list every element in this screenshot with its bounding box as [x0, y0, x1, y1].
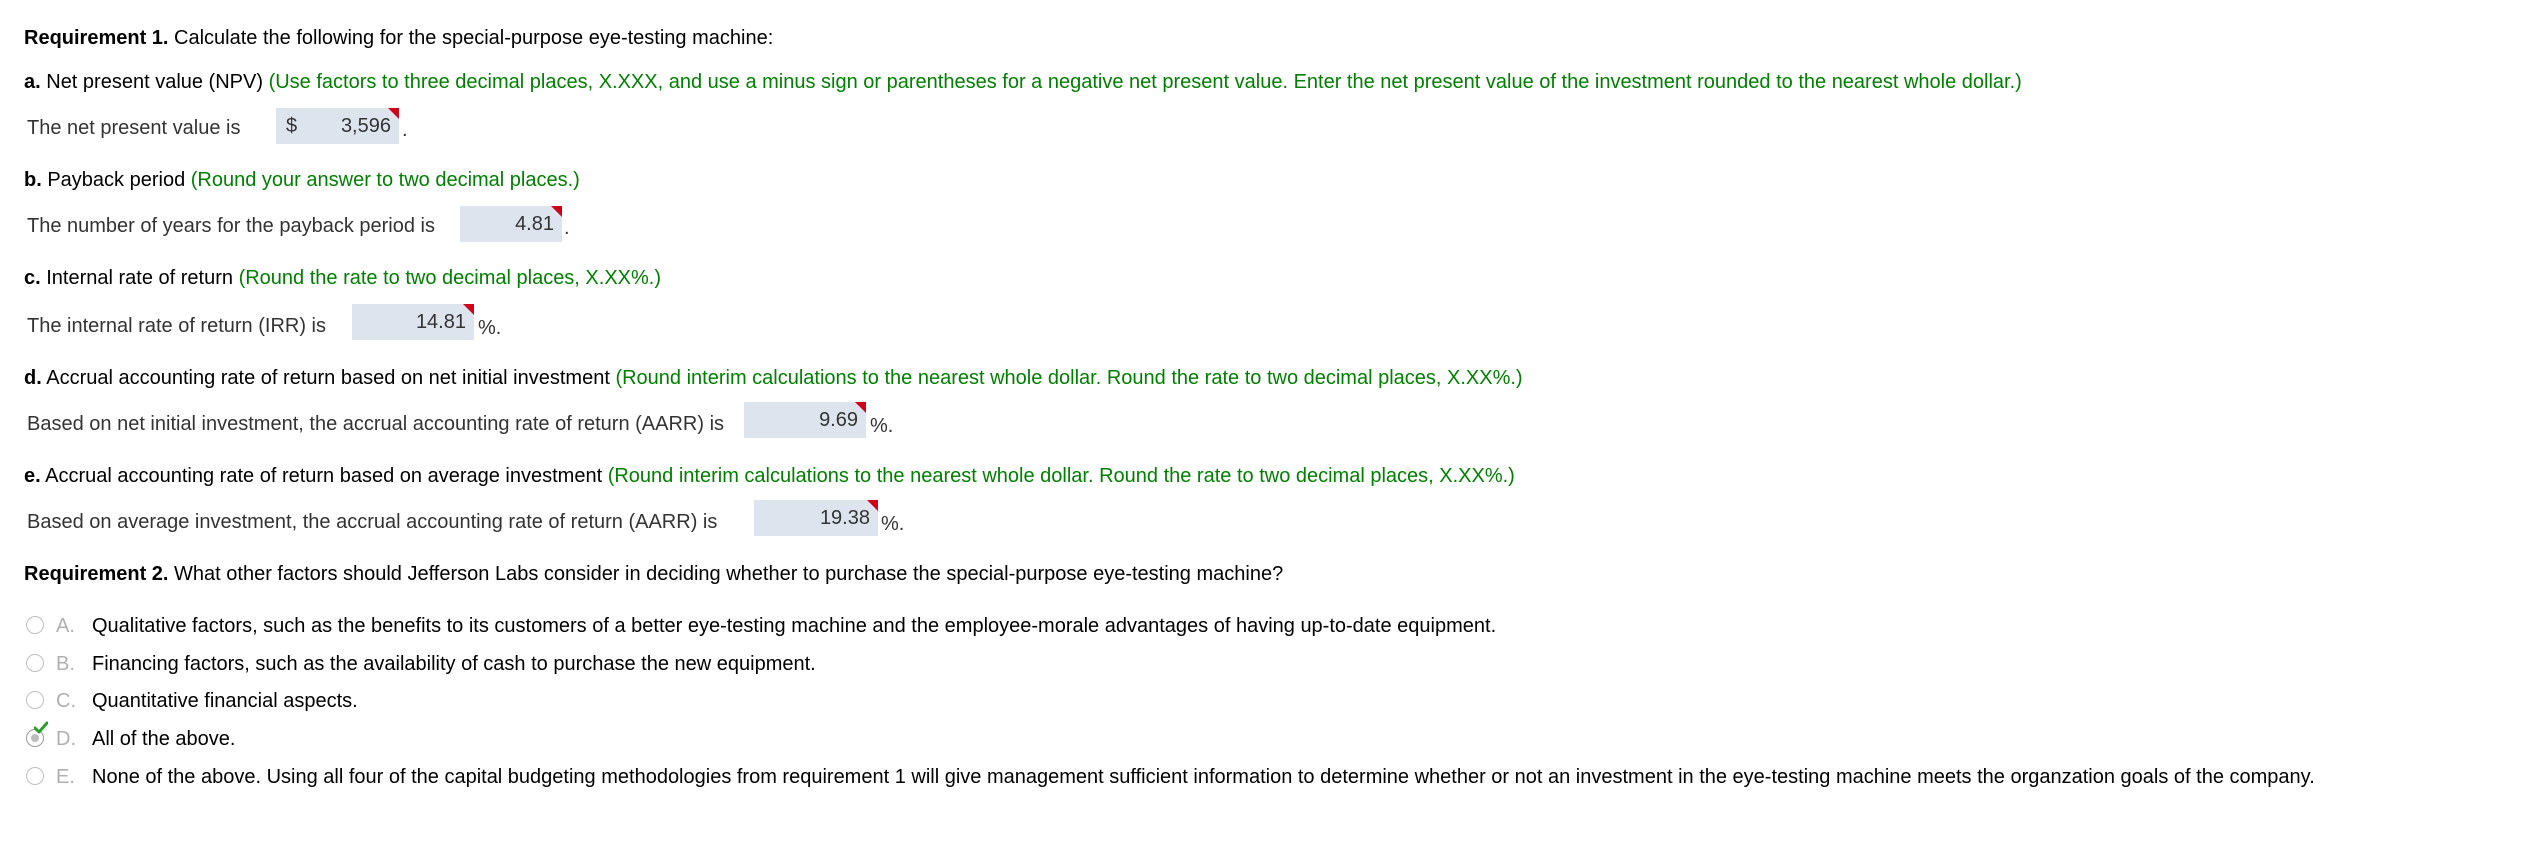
requirement-1-heading: Requirement 1. Calculate the following for the special-purpose eye-testing machine: — [24, 27, 774, 49]
irr-label: The internal rate of return (IRR) is — [27, 315, 326, 337]
aarr-net-label: Based on net initial investment, the accrual accounting rate of return (AARR) is — [27, 413, 725, 435]
npv-label: The net present value is — [27, 117, 241, 139]
incorrect-flag-icon — [463, 304, 474, 315]
requirement-2-heading: Requirement 2. What other factors should Jefferson Labs consider in deciding whether to purchase the special-purpose eye-testing machine? — [24, 563, 1284, 585]
part-e-hint: (Round interim calculations to the nearest whole dollar. Round the rate to two decimal places, X.XX%.) — [607, 465, 1515, 487]
aarr-avg-value: 19.38 — [819, 507, 870, 529]
radio-button[interactable] — [26, 767, 44, 785]
radio-button[interactable] — [26, 616, 44, 634]
irr-input[interactable] — [352, 304, 474, 340]
npv-input[interactable] — [276, 108, 399, 144]
part-a-prompt: a. Net present value (NPV) (Use factors to three decimal places, X.XXX, and use a minus sign or parentheses for a negative net present value. Enter the net present value of the investment rounded to the nearest whole dollar.) — [24, 71, 2022, 93]
part-b-hint: (Round your answer to two decimal places.) — [190, 169, 580, 191]
incorrect-flag-icon — [867, 500, 878, 511]
part-d-prompt: d. Accrual accounting rate of return based on net initial investment (Round interim calculations to the nearest whole dollar. Round the rate to two decimal places, X.XX%.) — [24, 367, 1523, 389]
incorrect-flag-icon — [551, 206, 562, 217]
aarr-net-suffix: %. — [870, 415, 894, 437]
radio-button[interactable] — [26, 691, 44, 709]
part-d-hint: (Round interim calculations to the nearest whole dollar. Round the rate to two decimal places, X.XX%.) — [615, 367, 1523, 389]
payback-value: 4.81 — [515, 213, 554, 235]
radio-button[interactable] — [26, 654, 44, 672]
payback-label: The number of years for the payback period is — [27, 215, 435, 237]
aarr-avg-suffix: %. — [881, 513, 905, 535]
npv-suffix: . — [402, 119, 408, 141]
correct-check-icon — [34, 721, 48, 735]
aarr-net-input[interactable] — [744, 402, 866, 438]
irr-value: 14.81 — [415, 311, 466, 333]
aarr-avg-label: Based on average investment, the accrual accounting rate of return (AARR) is — [27, 511, 718, 533]
part-c-prompt: c. Internal rate of return (Round the rate to two decimal places, X.XX%.) — [24, 267, 661, 289]
incorrect-flag-icon — [855, 402, 866, 413]
part-e-prompt: e. Accrual accounting rate of return based on average investment (Round interim calculations to the nearest whole dollar. Round the rate to two decimal places, X.XX%.) — [24, 465, 1515, 487]
aarr-avg-input[interactable] — [754, 500, 878, 536]
npv-value: 3,596 — [340, 115, 391, 137]
part-c-hint: (Round the rate to two decimal places, X.XX%.) — [238, 267, 661, 289]
payback-input[interactable] — [460, 206, 562, 242]
aarr-net-value: 9.69 — [819, 409, 858, 431]
part-b-prompt: b. Payback period (Round your answer to two decimal places.) — [24, 169, 580, 191]
part-a-hint: (Use factors to three decimal places, X.XXX, and use a minus sign or parentheses for a negative net present value. Enter the net present value of the investment rounded to the nearest whole dollar.) — [268, 71, 2022, 93]
irr-suffix: %. — [478, 317, 502, 339]
payback-suffix: . — [564, 217, 570, 239]
incorrect-flag-icon — [388, 108, 399, 119]
currency-symbol: $ — [286, 115, 298, 137]
